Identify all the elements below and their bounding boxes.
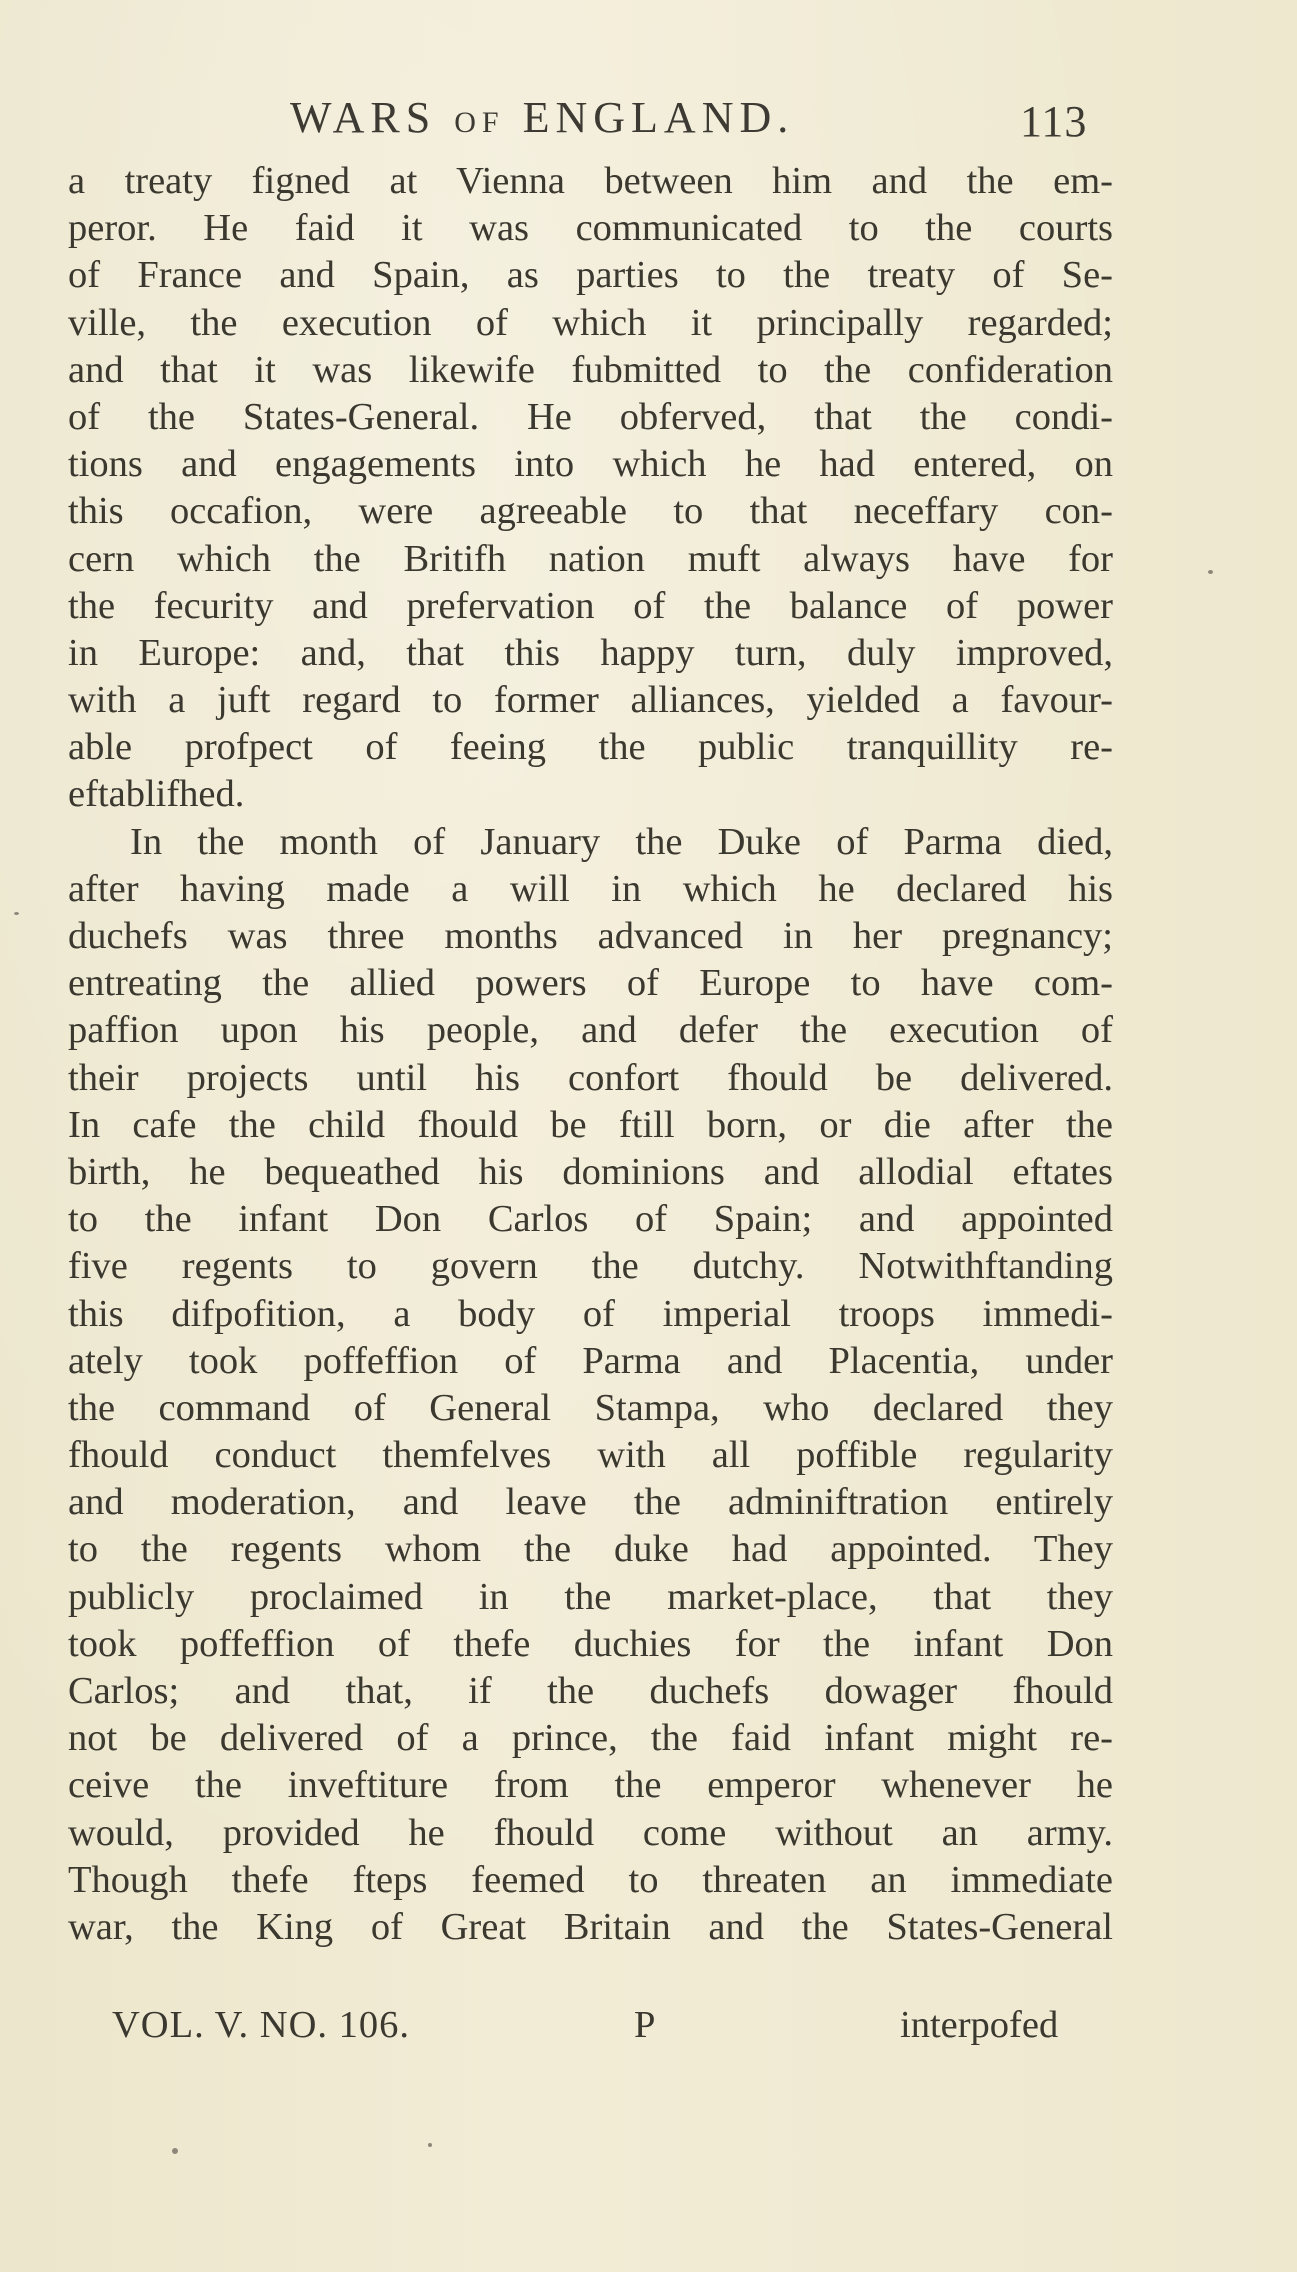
text-line: cern which the Britifh nation muft always have for: [68, 537, 1113, 580]
text-line: peror. He faid it was communicated to the courts: [68, 207, 1113, 250]
text-line: took poffeffion of thefe duchies for the infant Don: [68, 1622, 1113, 1665]
header-title-wars: WARS: [290, 93, 437, 142]
header-title-of: OF: [454, 106, 505, 139]
text-line: ceive the inveftiture from the emperor whenever he: [68, 1764, 1113, 1807]
text-line: this occafion, were agreeable to that neceffary con-: [68, 490, 1113, 533]
paper-speck: [1208, 570, 1213, 574]
text-line: a treaty figned at Vienna between him and the em-: [68, 160, 1113, 202]
paper-speck: [172, 2148, 178, 2154]
text-line: Though thefe fteps feemed to threaten an immediate: [68, 1858, 1113, 1901]
paper-speck: [428, 2143, 432, 2147]
text-line: their projects until his confort fhould be delivered.: [68, 1056, 1113, 1099]
text-line: to the regents whom the duke had appointed. They: [68, 1528, 1113, 1571]
text-line: ately took poffeffion of Parma and Placentia, under: [68, 1339, 1113, 1382]
text-line: to the infant Don Carlos of Spain; and appointed: [68, 1198, 1113, 1241]
text-line: of the States-General. He obferved, that the condi-: [68, 395, 1113, 438]
text-line: five regents to govern the dutchy. Notwithftanding: [68, 1245, 1113, 1288]
page-footer: [112, 2003, 1112, 2053]
text-line: able profpect of feeing the public tranquillity re-: [68, 726, 1113, 769]
text-line: the command of General Stampa, who declared they: [68, 1386, 1113, 1429]
text-line: of France and Spain, as parties to the treaty of Se-: [68, 254, 1113, 297]
body-text: [68, 158, 1113, 1951]
volume-number: VOL. V. NO. 106.: [112, 2004, 411, 2046]
text-line: and moderation, and leave the adminiftration entirely: [68, 1481, 1113, 1524]
text-line: In cafe the child fhould be ftill born, or die after the: [68, 1103, 1113, 1146]
text-line: In the month of January the Duke of Parma died,: [130, 820, 1113, 863]
text-line: war, the King of Great Britain and the States-General: [68, 1905, 1113, 1948]
header-title-england: ENGLAND.: [522, 93, 795, 142]
text-line: birth, he bequeathed his dominions and allodial eftates: [68, 1150, 1113, 1193]
text-line: in Europe: and, that this happy turn, duly improved,: [68, 631, 1113, 674]
text-line: not be delivered of a prince, the faid infant might re-: [68, 1717, 1113, 1760]
catchword: interpofed: [900, 2004, 1059, 2046]
text-line: with a juft regard to former alliances, yielded a favour-: [68, 679, 1113, 722]
text-line: this difpofition, a body of imperial troops immedi-: [68, 1292, 1113, 1335]
text-line: would, provided he fhould come without an army.: [68, 1811, 1113, 1854]
text-line: fhould conduct themfelves with all poffible regularity: [68, 1434, 1113, 1477]
text-line: Carlos; and that, if the duchefs dowager fhould: [68, 1670, 1113, 1712]
text-line: tions and engagements into which he had entered, on: [68, 443, 1113, 486]
paper-speck: [14, 912, 19, 915]
running-header: [290, 92, 1190, 152]
text-line: the fecurity and prefervation of the balance of power: [68, 584, 1113, 627]
text-line: after having made a will in which he declared his: [68, 867, 1113, 910]
text-line: ville, the execution of which it principally regarded;: [68, 301, 1113, 344]
text-line: paffion upon his people, and defer the execution of: [68, 1009, 1113, 1052]
text-line: entreating the allied powers of Europe to have com-: [68, 962, 1113, 1005]
text-line: publicly proclaimed in the market-place, that they: [68, 1575, 1113, 1618]
text-line: and that it was likewife fubmitted to the confideration: [68, 348, 1113, 391]
page-number: 113: [1020, 97, 1088, 146]
signature-mark: P: [634, 2004, 656, 2046]
text-line: duchefs was three months advanced in her pregnancy;: [68, 915, 1113, 957]
text-line: eftablifhed.: [68, 773, 245, 816]
